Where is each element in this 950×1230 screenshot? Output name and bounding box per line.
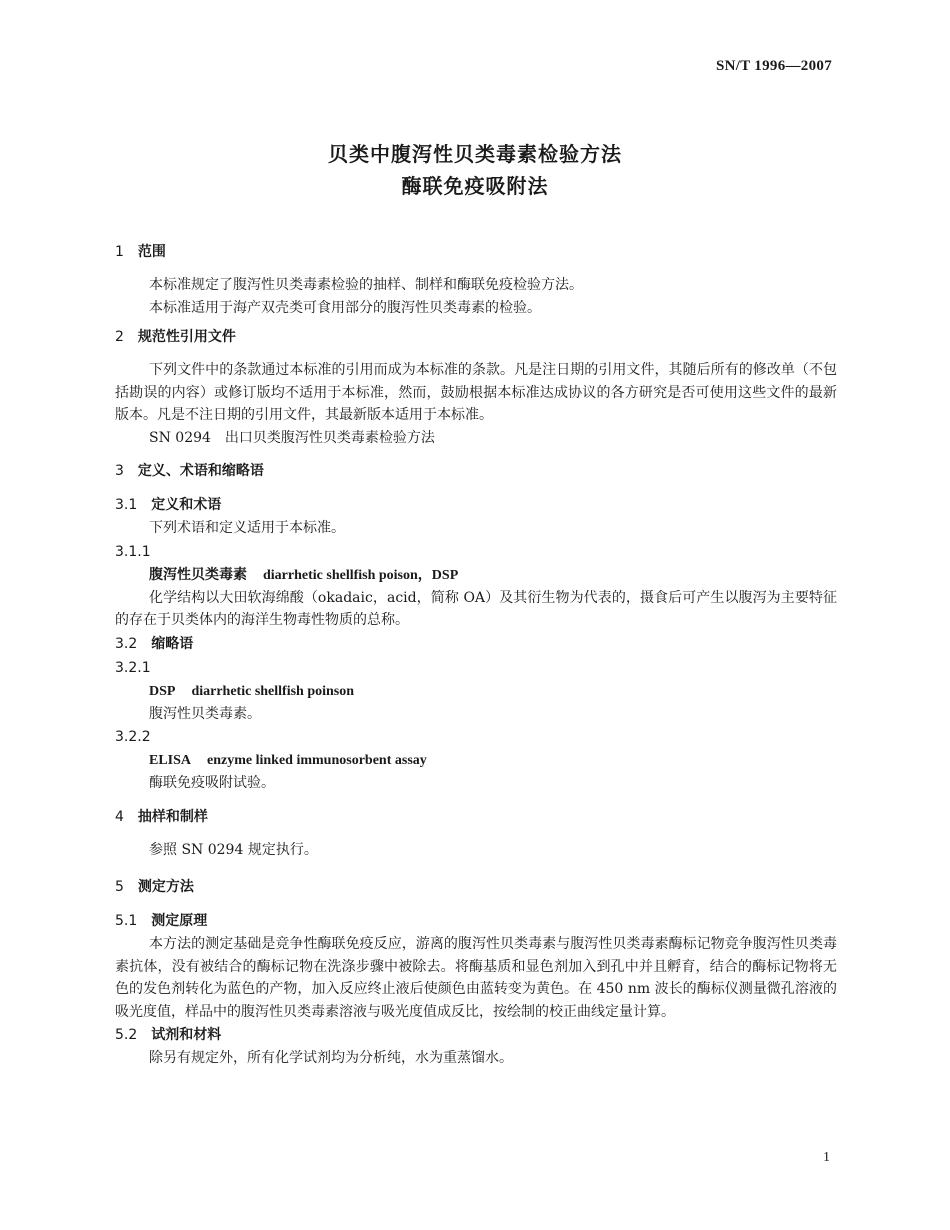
section-4-heading bbox=[115, 805, 837, 829]
section-number: 3 bbox=[115, 463, 124, 479]
abbreviation: ELISA bbox=[149, 753, 192, 768]
abbreviation-full: enzyme linked immunosorbent assay bbox=[207, 753, 427, 768]
section-number: 5.1 bbox=[115, 913, 138, 929]
section-3-2-1-number bbox=[115, 656, 837, 680]
section-3-heading bbox=[115, 459, 837, 483]
section-title: 缩略语 bbox=[151, 635, 194, 652]
section-number: 5 bbox=[115, 879, 124, 895]
section-number: 4 bbox=[115, 808, 124, 825]
abbreviation: DSP bbox=[149, 683, 176, 699]
abbreviation-full: diarrhetic shellfish poinson bbox=[191, 683, 355, 699]
section-title: 定义和术语 bbox=[151, 497, 222, 513]
term-dsp-definition: 化学结构以大田软海绵酸（okadaic，acid，简称 OA）及其衍生物为代表的，摄食后可产生以腹泻为主要特征的存在于贝类体内的海洋生物毒性物质的总称。 bbox=[115, 589, 837, 628]
section-3-2-2-number bbox=[115, 725, 837, 749]
section-title: 定义、术语和缩略语 bbox=[137, 463, 264, 479]
section-3-2-heading bbox=[115, 632, 837, 656]
title-line-1: 贝类中腹泻性贝类毒素检验方法 bbox=[328, 142, 622, 166]
title-line-2: 酶联免疫吸附法 bbox=[401, 174, 549, 198]
section-number: 3.2.1 bbox=[115, 659, 151, 676]
section-title: 试剂和材料 bbox=[151, 1027, 222, 1043]
section-number: 3.1 bbox=[115, 497, 138, 513]
section-2-heading bbox=[115, 325, 837, 349]
document-body bbox=[115, 240, 837, 1070]
page-number: 1 bbox=[823, 1150, 830, 1165]
section-5-2-paragraph: 除另有规定外，所有化学试剂均为分析纯，水为重蒸馏水。 bbox=[149, 1050, 513, 1066]
section-4-paragraph: 参照 SN 0294 规定执行。 bbox=[149, 841, 318, 858]
abbr-elisa-definition: 酶联免疫吸附试验。 bbox=[149, 775, 275, 791]
section-number: 1 bbox=[115, 244, 124, 260]
section-number: 3.2.2 bbox=[115, 729, 151, 745]
section-title: 范围 bbox=[137, 244, 166, 260]
section-title: 测定方法 bbox=[137, 879, 194, 895]
abbr-elisa-entry bbox=[115, 749, 837, 772]
section-number: 2 bbox=[115, 329, 124, 345]
section-2-reference: SN 0294 出口贝类腹泻性贝类毒素检验方法 bbox=[149, 429, 435, 446]
section-3-1-heading bbox=[115, 493, 837, 517]
section-title: 规范性引用文件 bbox=[137, 329, 236, 345]
section-3-1-paragraph: 下列术语和定义适用于本标准。 bbox=[149, 520, 345, 536]
term-english: diarrhetic shellfish poison，DSP bbox=[263, 567, 459, 583]
section-title: 测定原理 bbox=[151, 913, 208, 929]
section-2-paragraph-1: 下列文件中的条款通过本标准的引用而成为本标准的条款。凡是注日期的引用文件，其随后所有的修改单（不包括勘误的内容）或修订版均不适用于本标准，然而，鼓励根据本标准达成协议的各方研究是否可使用这些文件的最新版本。凡是不注日期的引用文件，其最新版本适用于本标准。 bbox=[115, 362, 837, 423]
section-1-paragraph-2: 本标准适用于海产双壳类可食用部分的腹泻性贝类毒素的检验。 bbox=[149, 299, 541, 316]
section-5-1-paragraph: 本方法的测定基础是竞争性酶联免疫反应，游离的腹泻性贝类毒素与腹泻性贝类毒素酶标记物竞争腹泻性贝类毒素抗体，没有被结合的酶标记物在洗涤步骤中被除去。将酶基质和显色剂加入到孔中并且孵育，结合的酶标记物将无色的发色剂转化为蓝色的产物，加入反应终止液后使颜色由蓝转变为黄色。在 450 nm 波长的酶标仪测量微孔溶液的吸光度值，样品中的腹泻性贝类毒素溶液与吸光度值成反比，按绘制的校正曲线定量计算。 bbox=[115, 936, 837, 1020]
abbr-dsp-entry bbox=[115, 680, 837, 703]
abbr-dsp-definition: 腹泻性贝类毒素。 bbox=[149, 705, 261, 722]
section-5-2-heading bbox=[115, 1023, 837, 1047]
section-5-1-heading bbox=[115, 909, 837, 933]
term-dsp-entry bbox=[115, 564, 837, 587]
standard-code: SN/T 1996—2007 bbox=[715, 58, 832, 74]
section-1-paragraph-1: 本标准规定了腹泻性贝类毒素检验的抽样、制样和酶联免疫检验方法。 bbox=[149, 277, 583, 293]
section-number: 5.2 bbox=[115, 1027, 138, 1043]
document-title bbox=[0, 138, 950, 202]
section-number: 3.1.1 bbox=[115, 543, 151, 560]
term-chinese: 腹泻性贝类毒素 bbox=[149, 566, 247, 583]
section-number: 3.2 bbox=[115, 635, 138, 652]
section-title: 抽样和制样 bbox=[137, 808, 208, 825]
section-3-1-1-number bbox=[115, 540, 837, 564]
section-5-heading bbox=[115, 875, 837, 899]
section-1-heading bbox=[115, 240, 837, 264]
